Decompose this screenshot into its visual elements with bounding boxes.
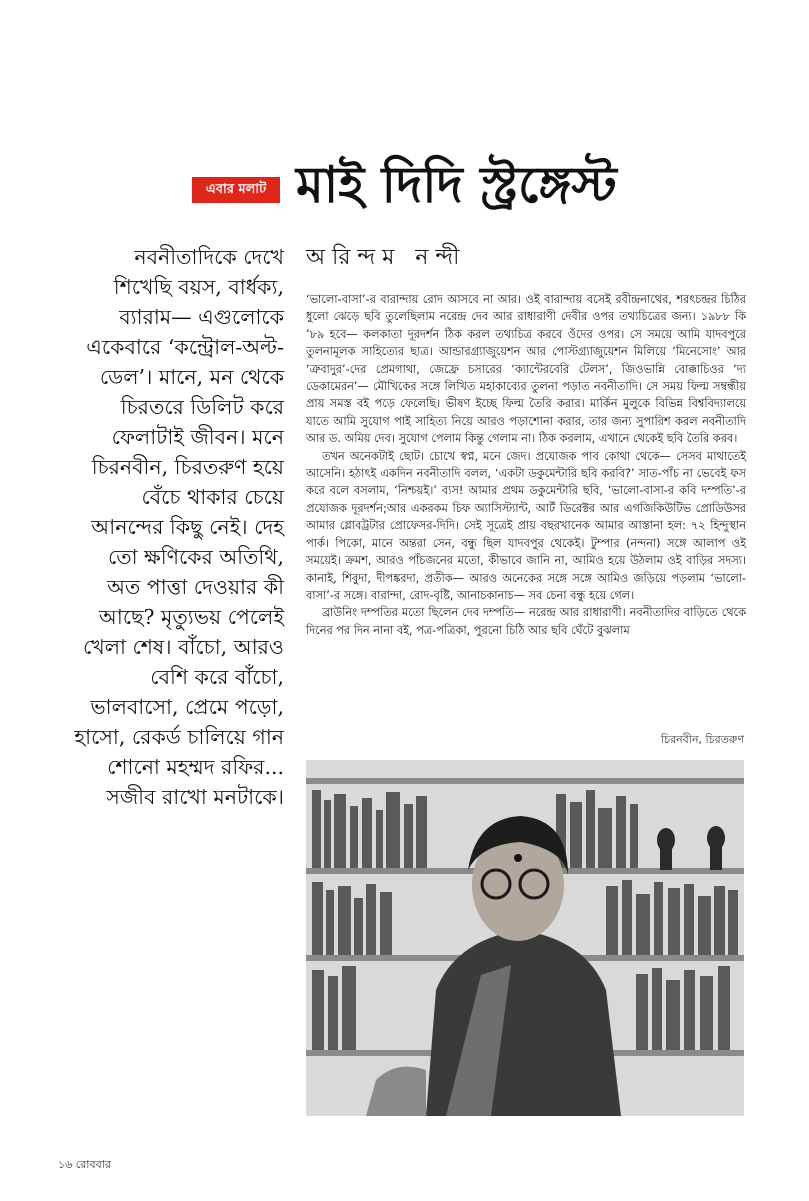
body-paragraph: ‘ভালো-বাসা’-র বারান্দায় রোদ আসবে না আর। ওই বারান্দায় বসেই রবীন্দ্রনাথের, শরৎচন্দ্রর চিঠির ধুলো ঝেড়ে ছবি তুলেছিলাম নরেন্দ্র দেব আর রাধারাণী দেবীর ওপর তথ্যচিত্রের জন্য। ১৯৮৮ কি ’৮৯ হবে— কলকাতা দূরদর্শন ঠিক করল তথ্যচিত্র করবে ওঁদের ওপর। সে সময়ে আমি যাদবপুরে তুলনামূলক সাহিত্যের ছাত্র। আন্ডারগ্র্যাজুয়েশন আর পোস্টগ্র্যাজুয়েশন মিলিয়ে ‘মিনেসোং’ আর ‘ত্রুবাদুর’-দের প্রেমগাথা, জেফ্রে চসারের ‘ক্যান্টেরবেরি টেলস’, জিওভান্নি বোক্কাচিওর ‘দ্য ডেকামেরন’— মৌখিকের সঙ্গে লিখিত মহাকাব্যের তুলনা পড়াত নবনীতাদি। সে সময় ফিল্ম সম্বন্ধীয় প্রায় সমস্ত বই পড়ে ফেলেছি। ভীষণ ইচ্ছে ফিল্ম তৈরি করার। মার্কিন মুলুকে বিভিন্ন বিশ্ববিদ্যালয়ে যাতে আমি সুযোগ পাই সাহিত্য নিয়ে আরও পড়াশোনা করার, তার জন্য সুপারিশ করল নবনীতাদি আর ড. অমিয় দেব। সুযোগ পেলাম কিন্তু গেলাম না। ঠিক করলাম, এখানে থেকেই ছবি তৈরি করব।: [306, 293, 746, 446]
portrait-photo: [306, 760, 744, 1116]
photo-caption: চিরনবীন, চিরতরুণ: [660, 733, 744, 746]
section-tag: এবার মলাট: [192, 177, 280, 203]
byline: অরিন্দম নন্দী: [306, 245, 467, 270]
page-folio: ১৬ রোববার: [58, 1158, 111, 1171]
portrait-illustration: [306, 760, 744, 1116]
article-body: [306, 291, 746, 639]
body-paragraph: তখন অনেকটাই ছোট। চোখে স্বপ্ন, মনে জেদ। প্রযোজক পাব কোথা থেকে— সেসব মাথাতেই আসেনি। হঠাৎই একদিন নবনীতাদি বলল, ‘একটা ডকুমেন্টারি ছবি করবি?’ সাত-পাঁচ না ভেবেই ফস করে বলে বসলাম, ‘নিশ্চয়ই।’ ব্যস! আমার প্রথম ডকুমেন্টারি ছবি, ‘ভালো-বাসা-র কবি দম্পতি’-র প্রযোজক দূরদর্শন;আর একরকম চিফ অ্যাসিস্ট্যান্ট, আর্ট ডিরেক্টর আর এগজিকিউটিভ প্রোডিউসর আমার গ্লোবট্রটার প্রোফেসর-দিদি। সেই সূত্রেই প্রায় বছরখানেক আমার আস্তানা হল: ৭২ হিন্দুস্থান পার্ক। পিকো, মানে অন্তরা সেন, বন্ধু ছিল যাদবপুর থেকেই। টুম্পার (নন্দনা) সঙ্গে আলাপ ওই সময়েই। ক্রমশ, আরও পাঁচজনের মতো, কীভাবে জানি না, আমিও হয়ে উঠলাম ওই বাড়ির সদস্য। কানাই, শিবুদা, দীপঙ্করদা, প্রতীক— আরও অনেকের সঙ্গে সঙ্গে আমিও জড়িয়ে পড়লাম ‘ভালো-বাসা’-র সঙ্গে। বারান্দা, রোদ-বৃষ্টি, আনাচকানাচ— সব চেনা বন্ধু হয়ে গেল।: [306, 449, 746, 602]
headline: মাই দিদি স্ট্রঙ্গেস্ট: [296, 155, 617, 214]
pull-quote: [70, 242, 284, 812]
pull-quote-text: নবনীতাদিকে দেখে শিখেছি বয়স, বার্ধক্য, ব্যারাম— এগুলোকে একেবারে ‘কন্ট্রোল-অল্ট-ডেল’। মানে, মন থেকে চিরতরে ডিলিট করে ফেলাটাই জীবন। মনে চিরনবীন, চিরতরুণ হয়ে বেঁচে থাকার চেয়ে আনন্দের কিছু নেই। দেহ তো ক্ষণিকের অতিথি, অত পাত্তা দেওয়ার কী আছে? মৃত্যুভয় পেলেই খেলা শেষ। বাঁচো, আরও বেশি করে বাঁচো, ভালবাসো, প্রেমে পড়ো, হাসো, রেকর্ড চালিয়ে গান শোনো মহম্মদ রফির... সজীব রাখো মনটাকে।: [74, 245, 284, 809]
body-paragraph: ব্রাউনিং দম্পতির মতো ছিলেন দেব দম্পতি— নরেন্দ্র আর রাধারাণী। নবনীতাদির বাড়িতে থেকে দিনের পর দিন নানা বই, পত্র-পত্রিকা, পুরনো চিঠি আর ছবি ঘেঁটে বুঝলাম: [306, 606, 746, 637]
